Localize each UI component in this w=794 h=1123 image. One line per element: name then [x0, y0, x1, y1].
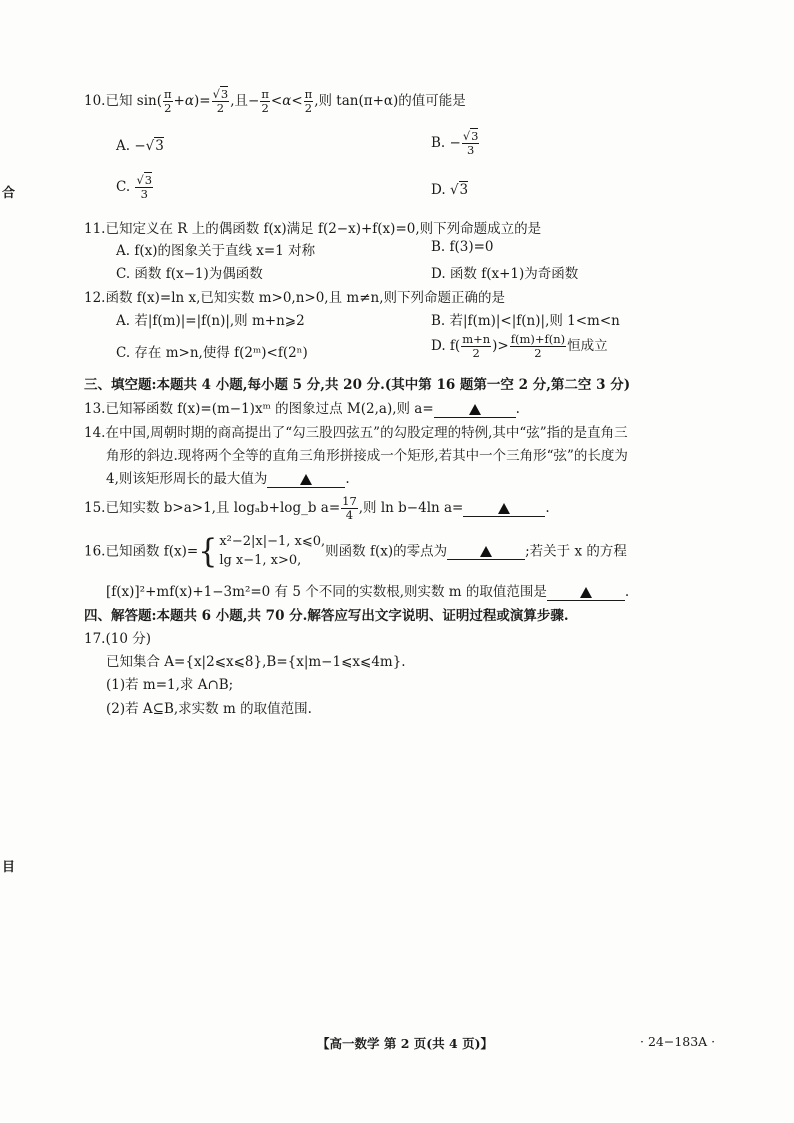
- left-brace-icon: {: [198, 532, 218, 571]
- q15-stem: 15.已知实数 b>a>1,且 logₐb+log_b a= $\frac{17}{4}$ ,则 ln b−4ln a= .: [84, 494, 550, 523]
- q12-option-b: B. 若|f(m)|<|f(n)|,则 1<m<n: [431, 313, 620, 329]
- q16-line2: [f(x)]²+mf(x)+1−3m²=0 有 5 个不同的实数根,则实数 m 的取值范围是 .: [106, 584, 630, 600]
- q10-option-c: C. $\frac{√3}{3}$: [116, 173, 153, 202]
- q10-stem: 10.已知 sin( $\frac{\pi}{2}$ +α)= $\frac{√3}{2}$ ,且− $\frac{\pi}{2}$ <α< $\frac{\pi}{2}$ ,则 tan(π+α)的值可能是: [84, 87, 466, 116]
- q16-answer-blank-1[interactable]: [447, 545, 525, 560]
- triangle-icon: [469, 404, 481, 415]
- q11-option-c: C. 函数 f(x−1)为偶函数: [116, 266, 263, 282]
- section-3-heading: 三、填空题:本题共 4 小题,每小题 5 分,共 20 分.(其中第 16 题第一空 2 分,第二空 3 分): [84, 377, 631, 393]
- q11-stem: 11.已知定义在 R 上的偶函数 f(x)满足 f(2−x)+f(x)=0,则下列命题成立的是: [84, 221, 542, 237]
- page-footer-code: · 24−183A ·: [640, 1034, 716, 1049]
- q13-answer-blank[interactable]: [434, 403, 516, 418]
- page-footer-label: 【高一数学 第 2 页(共 4 页)】: [317, 1036, 493, 1051]
- q10-option-b: B. − $\frac{√3}{3}$: [431, 129, 479, 158]
- q10-option-d: D. √3: [431, 182, 469, 198]
- margin-mark-top: 合: [2, 186, 16, 201]
- q12-option-a: A. 若|f(m)|=|f(n)|,则 m+n⩾2: [116, 313, 305, 329]
- q12-stem: 12.函数 f(x)=ln x,已知实数 m>0,n>0,且 m≠n,则下列命题正确的是: [84, 290, 505, 306]
- triangle-icon: [498, 503, 510, 514]
- q12-option-c: C. 存在 m>n,使得 f(2ᵐ)<f(2ⁿ): [116, 345, 308, 361]
- q11-option-b: B. f(3)=0: [431, 239, 494, 255]
- q16-answer-blank-2[interactable]: [547, 586, 625, 601]
- section-4-heading: 四、解答题:本题共 6 小题,共 70 分.解答应写出文字说明、证明过程或演算步骤.: [84, 608, 569, 624]
- triangle-icon: [300, 474, 312, 485]
- q16-stem: 16.已知函数 f(x)={ x²−2|x|−1, x⩽0, lg x−1, x>0, 则函数 f(x)的零点为 ;若关于 x 的方程: [84, 532, 627, 571]
- q15-answer-blank[interactable]: [463, 502, 545, 517]
- q12-option-d: D. f( $\frac{m+n}{2}$ )> $\frac{f(m)+f(n)}{2}$ 恒成立: [431, 332, 608, 361]
- q14-line3: 4,则该矩形周长的最大值为 .: [106, 471, 350, 487]
- triangle-icon: [580, 587, 592, 598]
- triangle-icon: [480, 546, 492, 557]
- q10-option-a: A. −√3: [116, 138, 164, 154]
- q17-part2: (2)若 A⊆B,求实数 m 的取值范围.: [106, 701, 312, 717]
- q14-line1: 14.在中国,周朝时期的商高提出了“勾三股四弦五”的勾股定理的特例,其中“弦”指的是直角三: [84, 425, 628, 441]
- q11-option-d: D. 函数 f(x+1)为奇函数: [431, 266, 579, 282]
- q17-line1: 已知集合 A={x|2⩽x⩽8},B={x|m−1⩽x⩽4m}.: [106, 654, 406, 670]
- q11-option-a: A. f(x)的图象关于直线 x=1 对称: [116, 243, 316, 259]
- margin-mark-bottom: 目: [2, 860, 16, 875]
- q13-stem: 13.已知幂函数 f(x)=(m−1)xᵐ 的图象过点 M(2,a),则 a= .: [84, 401, 520, 417]
- q17-head: 17.(10 分): [84, 631, 151, 647]
- q14-line2: 角形的斜边.现将两个全等的直角三角形拼接成一个矩形,若其中一个三角形“弦”的长度为: [106, 448, 628, 464]
- q17-part1: (1)若 m=1,求 A∩B;: [106, 677, 234, 693]
- q14-answer-blank[interactable]: [267, 473, 345, 488]
